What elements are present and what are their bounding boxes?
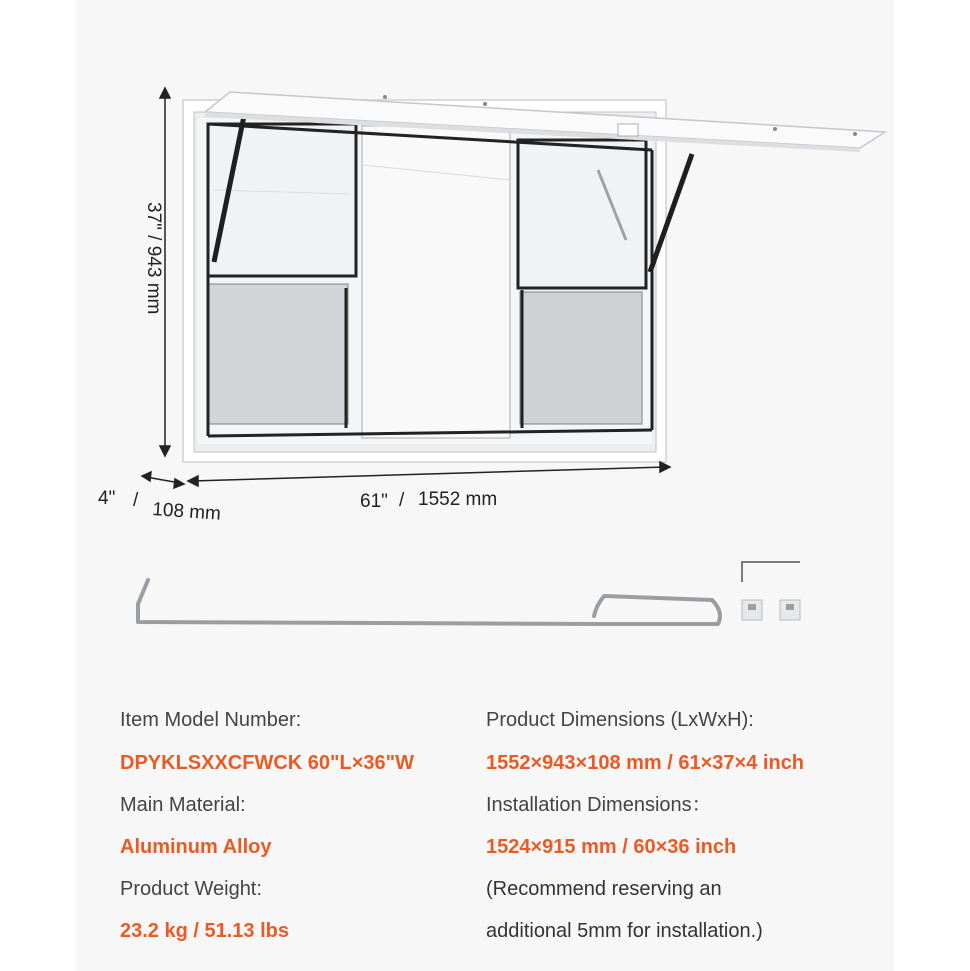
product-dimensions-label: Product Dimensions (LxWxH): xyxy=(486,709,754,731)
width-mm-label: 1552 mm xyxy=(418,489,498,510)
installation-dimensions-label: Installation Dimensions： xyxy=(486,794,712,816)
width-dimension-line xyxy=(188,462,670,486)
main-material-value: Aluminum Alloy xyxy=(120,836,272,858)
height-dimension-label: 37" / 943 mm xyxy=(143,202,164,315)
installation-note-line-2: additional 5mm for installation.) xyxy=(486,920,763,942)
support-rod-accessory xyxy=(138,580,720,624)
depth-inch-label: 4" xyxy=(98,488,116,509)
mounting-clip-left xyxy=(742,600,762,620)
product-weight-value: 23.2 kg / 51.13 lbs xyxy=(120,920,289,942)
depth-mm-label: 108 mm xyxy=(151,499,222,525)
mounting-clip-right xyxy=(780,600,800,620)
main-material-label: Main Material: xyxy=(120,794,246,816)
product-weight-label: Product Weight: xyxy=(120,878,262,900)
installation-dimensions-value: 1524×915 mm / 60×36 inch xyxy=(486,836,737,858)
window-drawing xyxy=(183,92,885,462)
model-number-value: DPYKLSXXCFWCK 60"L×36"W xyxy=(120,752,415,774)
width-inch-label: 61" xyxy=(360,491,388,512)
depth-dimension-line xyxy=(142,472,184,488)
product-dimensions-value: 1552×943×108 mm / 61×37×4 inch xyxy=(486,752,805,774)
installation-note-line-1: (Recommend reserving an xyxy=(486,878,722,900)
allen-key-accessory xyxy=(742,562,800,582)
depth-separator: / xyxy=(133,490,139,511)
width-separator: / xyxy=(399,490,405,511)
model-number-label: Item Model Number: xyxy=(120,709,302,731)
